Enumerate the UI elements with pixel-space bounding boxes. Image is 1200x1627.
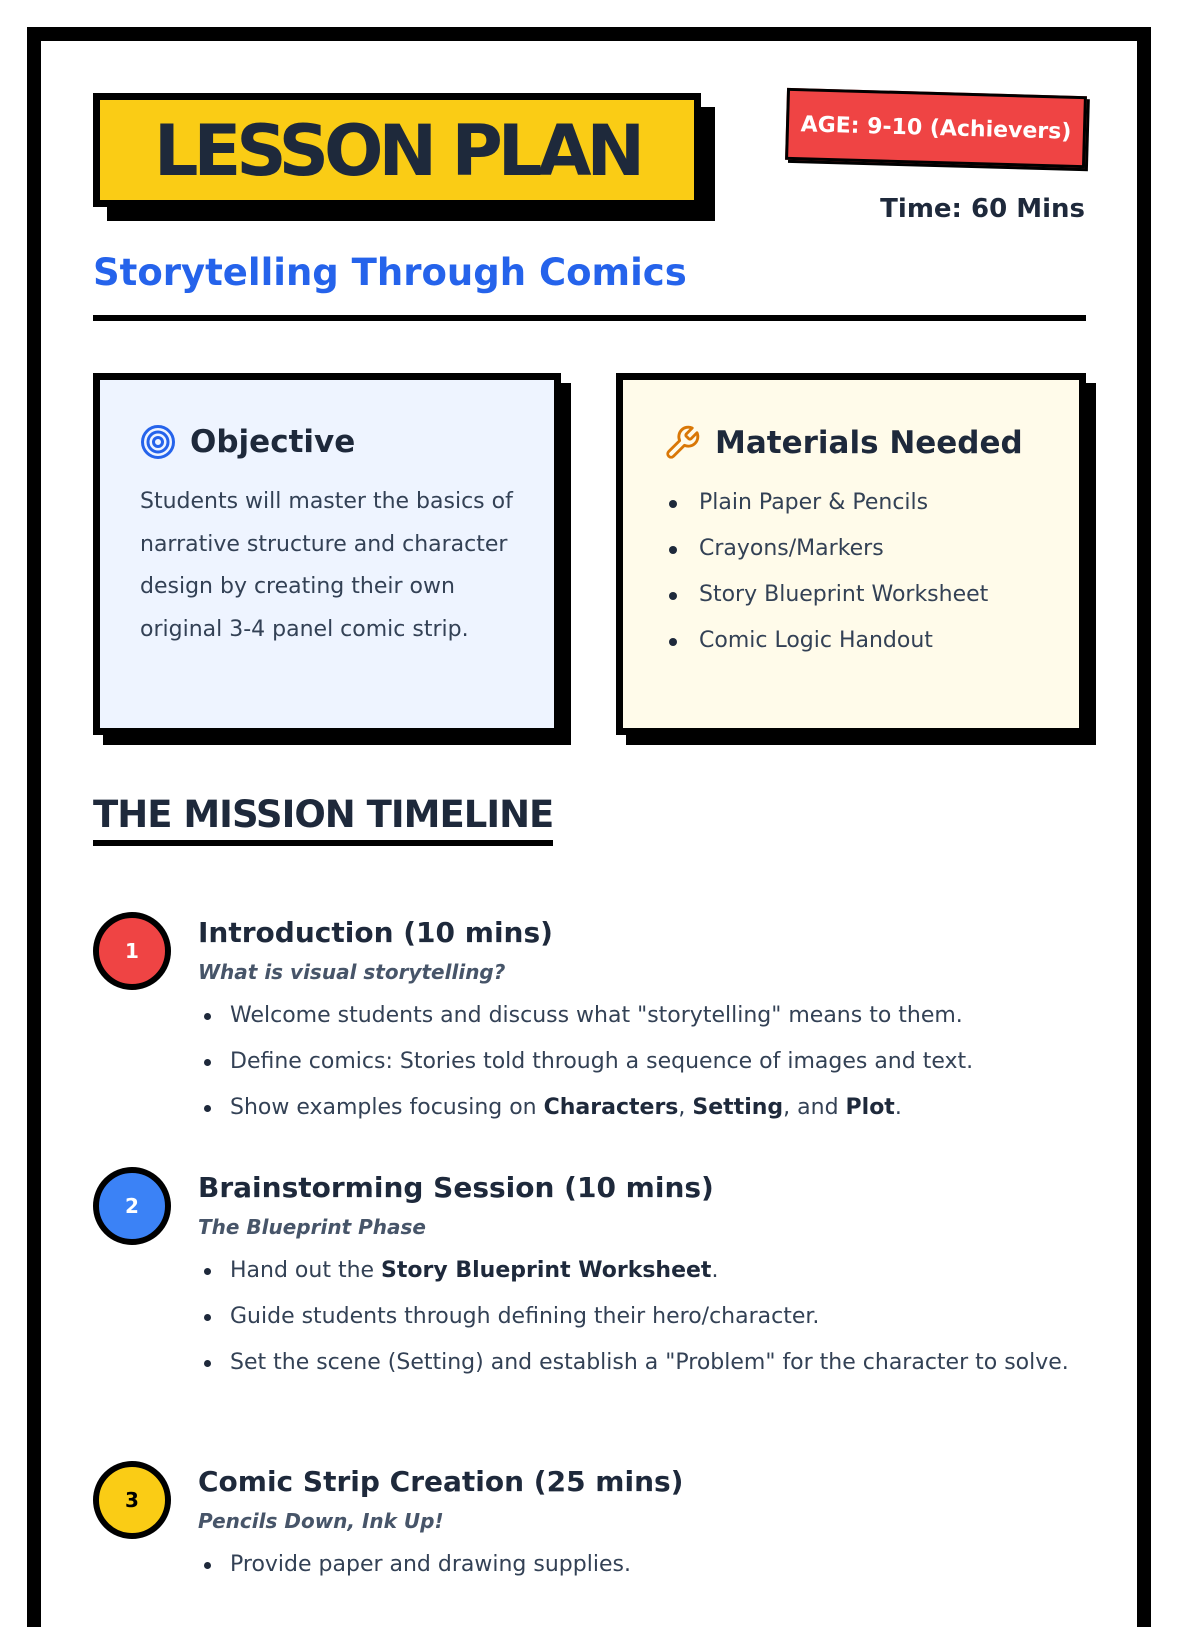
bullet-text: ,: [678, 1095, 693, 1120]
bullet-text: Provide paper and drawing supplies.: [230, 1552, 631, 1577]
materials-header: [663, 424, 1023, 462]
objective-card: [93, 373, 561, 735]
bullet-text: Guide students through defining their hero/character.: [230, 1304, 820, 1329]
step-bullet: [198, 1088, 1078, 1128]
bullet-text: Welcome students and discuss what "storytelling" means to them.: [230, 1003, 963, 1028]
objective-title: Objective: [190, 424, 356, 460]
step-number-badge: 3: [93, 1461, 171, 1539]
bullet-text: Show examples focusing on: [230, 1095, 544, 1120]
time-label: Time: 60 Mins: [880, 194, 1085, 224]
lesson-subtitle: Storytelling Through Comics: [93, 251, 687, 294]
target-icon: [140, 424, 176, 460]
step-bullet: [198, 1042, 1078, 1082]
bullet-text: Define comics: Stories told through a sequence of images and text.: [230, 1049, 974, 1074]
materials-item: Story Blueprint Worksheet: [663, 572, 988, 618]
objective-header: [140, 424, 355, 460]
step-bullet: [198, 1251, 1078, 1291]
bullet-text: .: [711, 1258, 719, 1283]
bullet-text: , and: [783, 1095, 846, 1120]
step-bullet-list: [198, 1545, 1078, 1591]
step-bullet-list: [198, 1251, 1078, 1389]
materials-list: [663, 480, 988, 664]
age-badge: AGE: 9-10 (Achievers): [785, 88, 1087, 168]
materials-item: Crayons/Markers: [663, 526, 988, 572]
step-number-badge: 2: [93, 1167, 171, 1245]
step-title: Brainstorming Session (10 mins): [198, 1171, 714, 1204]
materials-item: Plain Paper & Pencils: [663, 480, 988, 526]
step-subtitle: The Blueprint Phase: [198, 1215, 426, 1239]
materials-title: Materials Needed: [715, 425, 1023, 461]
materials-card: [616, 373, 1086, 735]
bold-term: Characters: [543, 1095, 679, 1120]
step-title: Comic Strip Creation (25 mins): [198, 1465, 684, 1498]
bold-term: Story Blueprint Worksheet: [381, 1258, 712, 1283]
step-subtitle: Pencils Down, Ink Up!: [198, 1509, 444, 1533]
materials-item: Comic Logic Handout: [663, 618, 988, 664]
wrench-icon: [663, 424, 701, 462]
step-title: Introduction (10 mins): [198, 916, 553, 949]
bullet-text: Hand out the: [230, 1258, 382, 1283]
bold-term: Setting: [692, 1095, 784, 1120]
step-bullet-list: [198, 996, 1078, 1134]
bullet-text: .: [894, 1095, 902, 1120]
step-bullet: [198, 1545, 1078, 1585]
header-divider: [93, 315, 1086, 321]
step-bullet: [198, 1297, 1078, 1337]
bullet-text: Set the scene (Setting) and establish a "Problem" for the character to solve.: [230, 1350, 1069, 1375]
step-bullet: [198, 1343, 1078, 1383]
objective-text: Students will master the basics of narrative structure and character design by creating their own original 3-4 panel comic strip.: [140, 489, 513, 642]
step-bullet: [198, 996, 1078, 1036]
title-box: [93, 93, 701, 207]
step-subtitle: What is visual storytelling?: [198, 960, 506, 984]
step-number-badge: 1: [93, 912, 171, 990]
bold-term: Plot: [845, 1095, 895, 1120]
page-title: LESSON PLAN: [153, 110, 641, 192]
lesson-plan-page: [27, 27, 1151, 1627]
timeline-heading: THE MISSION TIMELINE: [93, 793, 553, 846]
